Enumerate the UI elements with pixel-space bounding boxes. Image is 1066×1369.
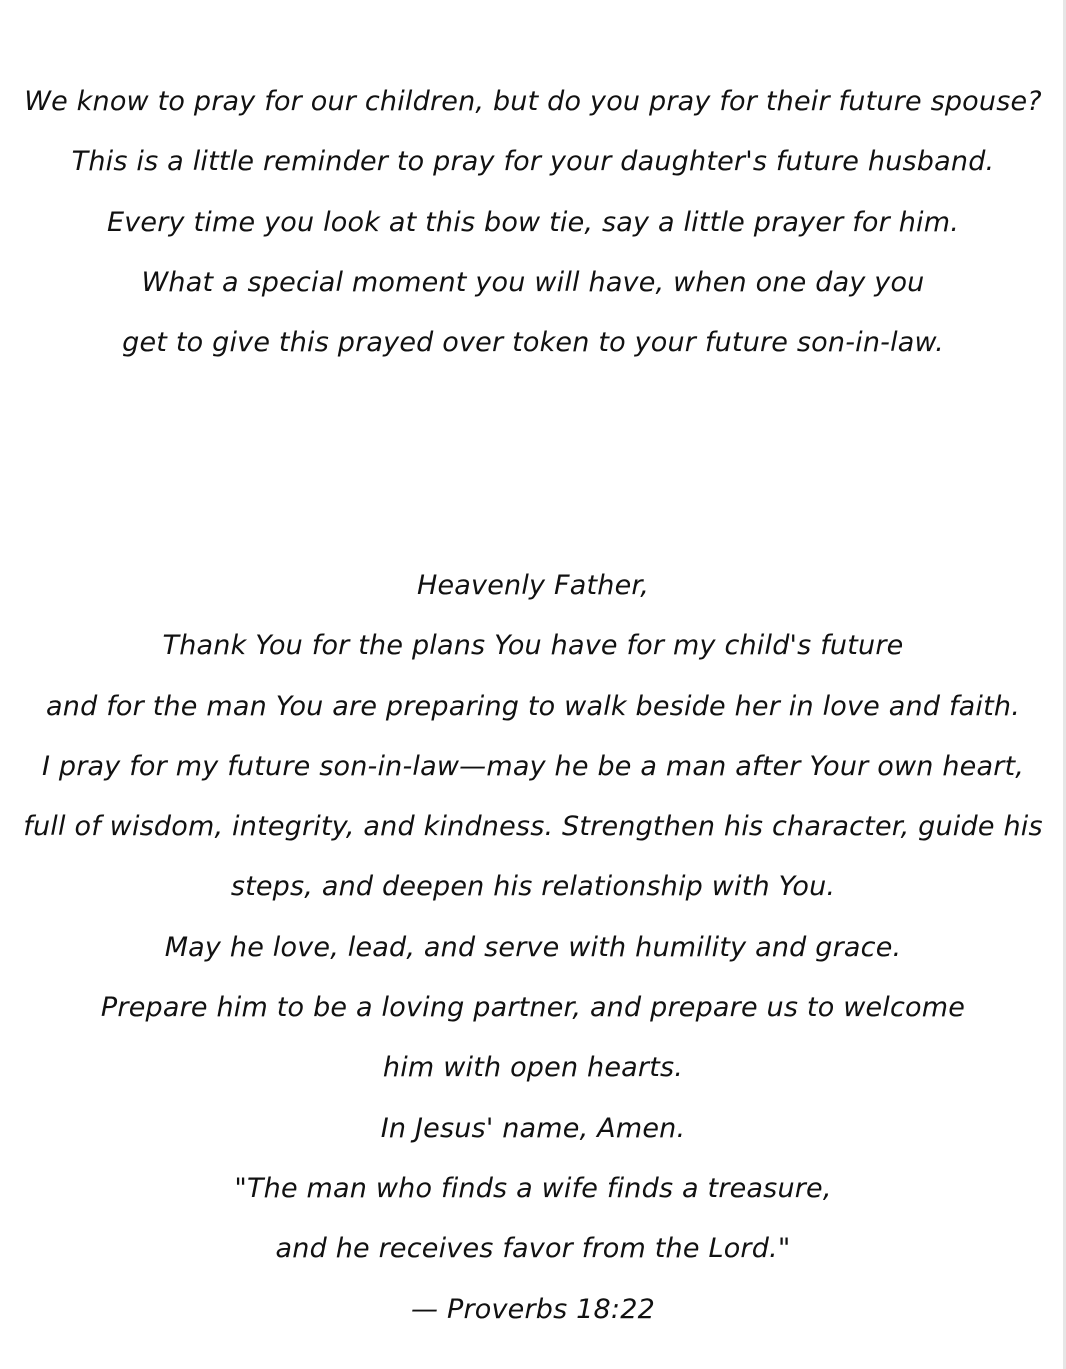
scripture-quote-line: and he receives favor from the Lord." bbox=[275, 1233, 791, 1265]
prayer-line: him with open hearts. bbox=[382, 1052, 684, 1084]
intro-line: We know to pray for our children, but do you pray for their future spouse? bbox=[24, 86, 1042, 117]
prayer-line: I pray for my future son-in-law—may he be a man after Your own heart, bbox=[41, 750, 1025, 782]
intro-line: What a special moment you will have, when one day you bbox=[141, 266, 925, 298]
prayer-closing: In Jesus' name, Amen. bbox=[380, 1112, 686, 1144]
prayer-line: steps, and deepen his relationship with You. bbox=[230, 871, 836, 903]
intro-line: Every time you look at this bow tie, say a little prayer for him. bbox=[106, 206, 960, 238]
intro-paragraph bbox=[0, 72, 1066, 373]
scripture-reference: — Proverbs 18:22 bbox=[411, 1293, 655, 1325]
prayer-line: Thank You for the plans You have for my child's future bbox=[162, 630, 904, 662]
prayer-line: May he love, lead, and serve with humility and grace. bbox=[164, 931, 902, 963]
intro-line: get to give this prayed over token to your future son-in-law. bbox=[122, 327, 944, 359]
prayer-line: full of wisdom, integrity, and kindness. Strengthen his character, guide his bbox=[23, 811, 1043, 843]
prayer-text bbox=[0, 556, 1066, 1340]
prayer-greeting: Heavenly Father, bbox=[416, 570, 649, 601]
intro-line: This is a little reminder to pray for your daughter's future husband. bbox=[71, 146, 995, 178]
scripture-quote-line: "The man who finds a wife finds a treasure, bbox=[234, 1172, 832, 1204]
prayer-line: and for the man You are preparing to walk beside her in love and faith. bbox=[46, 690, 1020, 722]
prayer-line: Prepare him to be a loving partner, and prepare us to welcome bbox=[100, 992, 966, 1024]
